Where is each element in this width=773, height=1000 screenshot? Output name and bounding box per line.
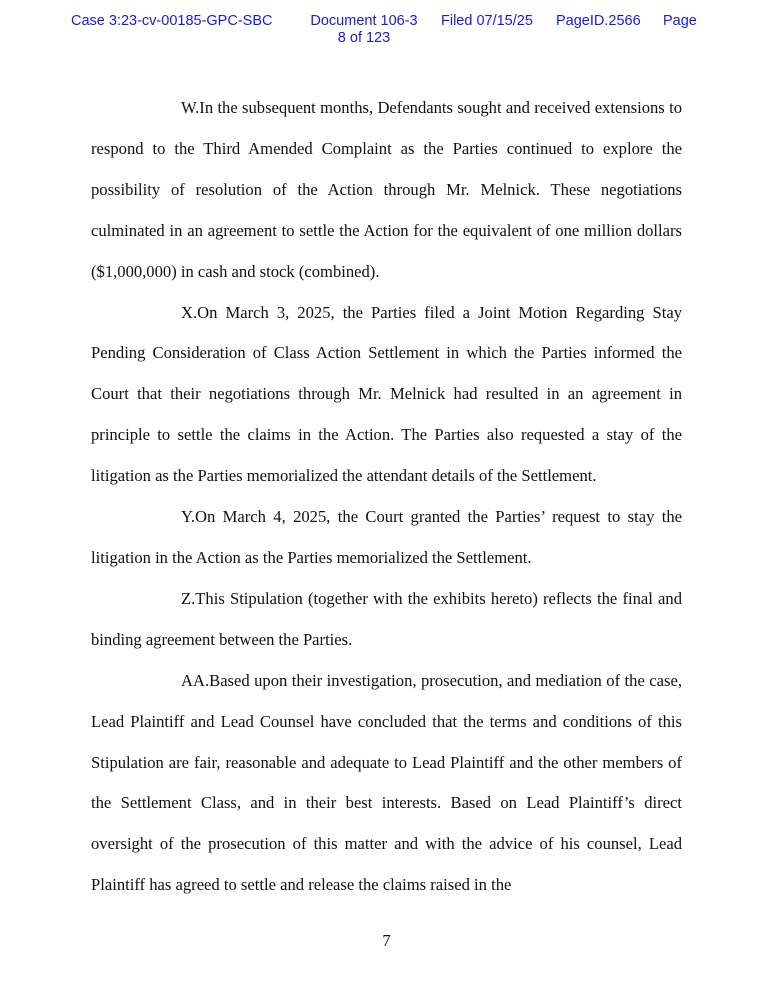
page-label: Page <box>663 13 697 29</box>
paragraph-text: In the subsequent months, Defendants sought and received extensions to respond to the Third Amended Complaint as the Parties continued to explore the possibility of resolution of the Action through Mr. Melnick. These negotiations culminated in an agreement to settle the Action for the equivalent of one million dollars ($1,000,000) in cash and stock (combined). <box>91 98 682 281</box>
paragraph-text: On March 4, 2025, the Court granted the Parties’ request to stay the litigation in the Action as the Parties memorialized the Settlement. <box>91 507 682 567</box>
paragraph-label: AA. <box>181 670 210 690</box>
paragraph-label: Z. <box>181 588 196 608</box>
paragraph-w <box>91 88 682 293</box>
paragraph-text: Based upon their investigation, prosecution, and mediation of the case, Lead Plaintiff and Lead Counsel have concluded that the terms and conditions of this Stipulation are fair, reasonable and adequate to Lead Plaintiff and the other members of the Settlement Class, and in their best interests. Based on Lead Plaintiff’s direct oversight of the prosecution of this matter and with the advice of his counsel, Lead Plaintiff has agreed to settle and release the claims raised in the <box>91 670 682 895</box>
document-body <box>91 88 682 906</box>
paragraph-text: On March 3, 2025, the Parties filed a Joint Motion Regarding Stay Pending Consideration of Class Action Settlement in which the Parties informed the Court that their negotiations through Mr. Melnick had resulted in an agreement in principle to settle the claims in the Action. The Parties also requested a stay of the litigation as the Parties memorialized the attendant details of the Settlement. <box>91 302 682 486</box>
paragraph-label: Y. <box>181 507 195 527</box>
document-number-line2: 8 of 123 <box>337 30 391 46</box>
paragraph-label: W. <box>181 98 200 117</box>
case-number: Case 3:23-cv-00185-GPC-SBC <box>71 13 273 29</box>
paragraph-x <box>91 293 682 498</box>
paragraph-text: This Stipulation (together with the exhibits hereto) reflects the final and binding agreement between the Parties. <box>91 588 682 649</box>
filed-date: Filed 07/15/25 <box>441 13 533 29</box>
document-number <box>305 13 423 47</box>
page-id: PageID.2566 <box>556 13 641 29</box>
paragraph-z <box>91 579 682 661</box>
paragraph-aa <box>91 661 682 906</box>
filing-header <box>0 13 773 53</box>
paragraph-label: X. <box>181 302 198 322</box>
page-number: 7 <box>382 931 391 950</box>
paragraph-y <box>91 497 682 579</box>
document-number-line1: Document 106-3 <box>310 13 418 29</box>
